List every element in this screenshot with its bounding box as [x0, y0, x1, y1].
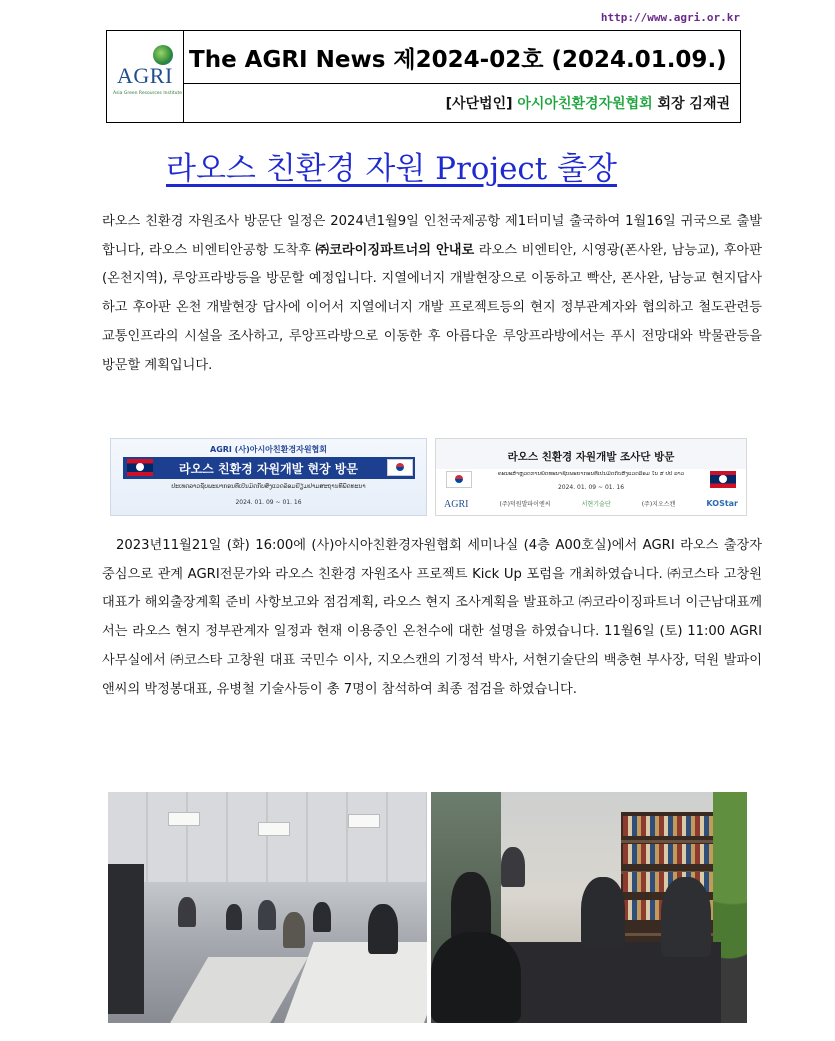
attendee [178, 897, 196, 927]
logo-wordmark: AGRI [117, 63, 173, 88]
attendee [581, 877, 625, 947]
wall-screen [108, 864, 144, 1014]
article-headline: 라오스 친환경 자원 Project 출장 [166, 151, 617, 187]
partner-logos [444, 499, 738, 510]
books [623, 844, 719, 864]
banner2-date: 2024. 01. 09 ~ 01. 16 [557, 484, 625, 491]
paragraph1-text-a: 라오스 친환경 자원조사 방문단 일정은 2024년1월9일 인천국제공항 제1터미널 출국하여 1월16일 귀국으로 출발합니다, 라오스 비엔티안공항 도착후 [102, 214, 762, 258]
banner-site-visit [110, 438, 427, 516]
partner-deokwon: (주)덕원발파이엔씨 [499, 501, 551, 508]
banner2-subtitle: ຄະນະສຳຫຼວດການພັດທະນາຊັບພະຍາກອນທີ່ເປັນມິດກັບສິ່ງແວດລ້ອມ ໃນ ສ ປປ ລາວ [497, 471, 685, 477]
partner-agri: AGRI [444, 499, 469, 510]
logo-subtext: Asia Green Resources Institute [113, 91, 183, 96]
photo-ceiling [108, 792, 427, 882]
attendee [501, 847, 525, 887]
attendee [313, 902, 331, 932]
partner-seohyun: 서현기술단 [581, 501, 611, 508]
ceiling-light [168, 812, 200, 826]
newsletter-title: The AGRI News 제2024-02호 (2024.01.09.) [189, 47, 727, 73]
ceiling-light [258, 822, 290, 836]
banner1-date: 2024. 01. 09 ~ 01. 16 [235, 499, 302, 506]
site-url[interactable]: http://www.agri.or.kr [600, 11, 740, 24]
desk [283, 942, 427, 1023]
paragraph1-text-b: 라오스 비엔티안, 시영광(폰사완, 남능교), 후아판(온천지역), 루앙프라방등을 방문할 예정입니다. 지열에너지 개발현장으로 이동하고 빡산, 폰사완, 남능교 현지답사하고 후아판 온천 개발현장 답사에 이어서 지열에너지 개발 프로젝트등의 현지 정부관계자와 협의하고 철도관련등 교통인프라의 시설을 조사하고, 루앙프라방으로 이동한 후 아름다운 루앙프라방에서는 푸시 전망대와 박물관등을 방문할 계획입니다. [102, 242, 762, 373]
masthead-rule [183, 83, 740, 84]
banner1-subtitle: ປະເທດລາວຊັບພະຍາກອນທີ່ເປັນມິດກັບສິ່ງແວດລ້ອມຢ້ຽມຢາມສະຖານທີ່ພັດທະນາ [171, 483, 366, 490]
banner1-org: AGRI (사)아시아친환경자원협회 [210, 445, 327, 454]
attendee [283, 912, 305, 948]
books [623, 816, 719, 836]
attendee [258, 900, 276, 930]
publisher-line [446, 93, 730, 113]
paragraph-itinerary [102, 208, 762, 380]
globe-icon [153, 45, 173, 65]
org-name: 아시아친환경자원협회 [517, 96, 653, 112]
org-suffix: 회장 김재권 [652, 96, 730, 112]
agri-logo [111, 43, 183, 113]
paragraph-forum: 2023년11월21일 (화) 16:00에 (사)아시아친환경자원협회 세미나실 (4층 A00호실)에서 AGRI 라오스 출장자 중심으로 관계 AGRI전문가와 라오스 친환경 자원조사 프로젝트 Kick Up 포럼을 개최하였습니다. ㈜코스타 고창원 대표가 해외출장계획 준비 사항보고와 점검계획, 라오스 현지 조사계획을 발표하고 ㈜코라이징파트너 이근남대표께서는 라오스 현지 정부관계자 일정과 현재 이용중인 온천수에 대한 설명을 하였습니다. 11월6일 (토) 11:00 AGRI 사무실에서 ㈜코스타 고창원 대표 국민수 이사, 지오스캔의 기정석 박사, 서현기술단의 백충현 부사장, 덕원 발파이앤씨의 박정봉대표, 유병철 기술사등이 총 7명이 참석하여 최종 점검을 하였습니다. [102, 538, 762, 697]
banner2-title: 라오스 친환경 자원개발 조사단 방문 [507, 451, 675, 463]
attendee [661, 877, 711, 957]
org-prefix: [사단법인] [445, 96, 518, 112]
banner-survey-team [435, 438, 747, 516]
banner1-title: 라오스 친환경 자원개발 현장 방문 [178, 462, 358, 476]
paragraph1-bold: ㈜코라이징파트너의 안내로 [315, 242, 475, 258]
masthead-divider [183, 31, 184, 122]
attendee [431, 932, 521, 1023]
ceiling-light [348, 814, 380, 828]
masthead [106, 30, 741, 123]
attendee [226, 904, 242, 930]
attendee [368, 904, 398, 954]
seminar-room-photo [108, 792, 427, 1023]
partner-kostar: KOStar [706, 499, 738, 508]
office-meeting-photo [431, 792, 747, 1023]
partner-geoscan: (주)지오스캔 [641, 501, 676, 508]
